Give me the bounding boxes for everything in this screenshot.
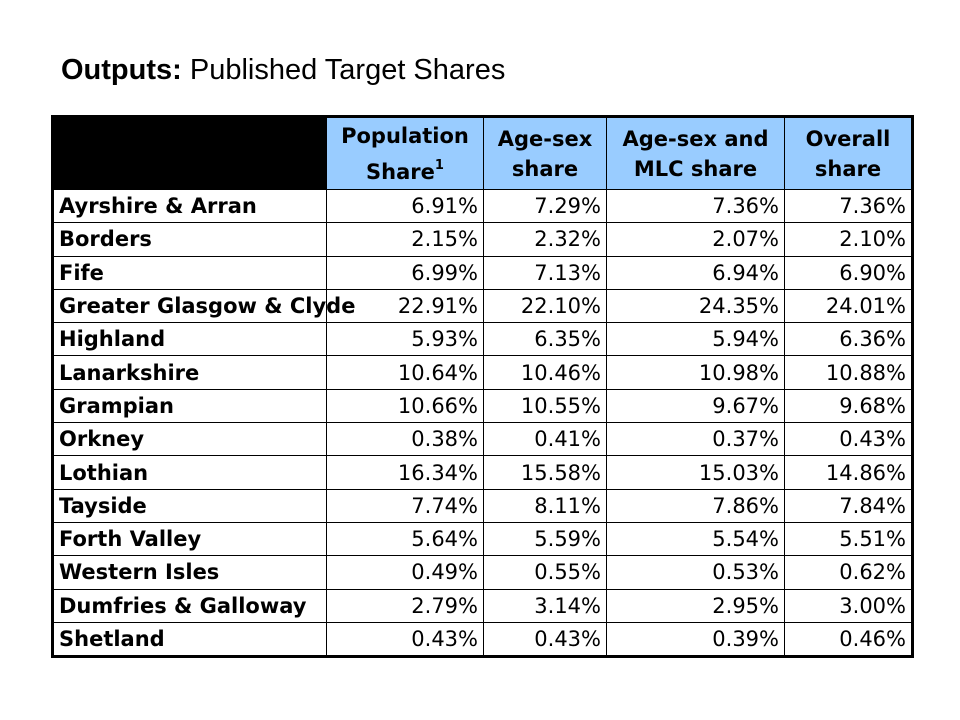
- table-row: [54, 556, 912, 589]
- table-row: [54, 522, 912, 555]
- header-population-line2: [332, 151, 478, 187]
- cell-board: Tayside: [54, 489, 327, 522]
- cell-population-share: 5.64%: [327, 522, 484, 555]
- cell-mlc-share: 6.94%: [607, 256, 785, 289]
- table-row: [54, 289, 912, 322]
- cell-mlc-share: 10.98%: [607, 356, 785, 389]
- table-row: [54, 456, 912, 489]
- table-row: [54, 356, 912, 389]
- cell-board: Lanarkshire: [54, 356, 327, 389]
- cell-overall-share: 6.90%: [785, 256, 912, 289]
- header-agesex-share: [484, 118, 607, 190]
- header-agesex-line2: share: [511, 156, 579, 181]
- header-population-share-text: Share: [366, 159, 435, 184]
- cell-agesex-share: 5.59%: [484, 522, 607, 555]
- cell-agesex-share: 15.58%: [484, 456, 607, 489]
- table-row: [54, 323, 912, 356]
- cell-agesex-share: 8.11%: [484, 489, 607, 522]
- cell-agesex-share: 10.46%: [484, 356, 607, 389]
- cell-agesex-share: 3.14%: [484, 589, 607, 622]
- header-population-share: [327, 118, 484, 190]
- cell-board: Fife: [54, 256, 327, 289]
- cell-board: Orkney: [54, 423, 327, 456]
- table-row: [54, 589, 912, 622]
- cell-mlc-share: 2.95%: [607, 589, 785, 622]
- footnote-marker: 1: [434, 157, 444, 173]
- page-title: [61, 54, 505, 87]
- cell-overall-share: 10.88%: [785, 356, 912, 389]
- cell-board: Highland: [54, 323, 327, 356]
- cell-overall-share: 7.84%: [785, 489, 912, 522]
- cell-board: Grampian: [54, 389, 327, 422]
- header-mlc-share: [607, 118, 785, 190]
- cell-agesex-share: 7.29%: [484, 190, 607, 223]
- header-agesex-line1: Age-sex: [497, 126, 593, 151]
- cell-agesex-share: 7.13%: [484, 256, 607, 289]
- cell-population-share: 0.38%: [327, 423, 484, 456]
- cell-agesex-share: 22.10%: [484, 289, 607, 322]
- cell-board: Western Isles: [54, 556, 327, 589]
- cell-overall-share: 3.00%: [785, 589, 912, 622]
- cell-mlc-share: 15.03%: [607, 456, 785, 489]
- title-bold: Outputs:: [61, 54, 182, 86]
- cell-agesex-share: 0.55%: [484, 556, 607, 589]
- cell-agesex-share: 2.32%: [484, 223, 607, 256]
- table-row: [54, 256, 912, 289]
- cell-mlc-share: 5.54%: [607, 522, 785, 555]
- cell-overall-share: 2.10%: [785, 223, 912, 256]
- cell-mlc-share: 0.53%: [607, 556, 785, 589]
- cell-mlc-share: 5.94%: [607, 323, 785, 356]
- cell-board: Shetland: [54, 622, 327, 655]
- cell-agesex-share: 6.35%: [484, 323, 607, 356]
- cell-mlc-share: 24.35%: [607, 289, 785, 322]
- header-overall-line1: Overall: [805, 126, 891, 151]
- cell-population-share: 0.43%: [327, 622, 484, 655]
- cell-population-share: 22.91%: [327, 289, 484, 322]
- cell-population-share: 2.15%: [327, 223, 484, 256]
- cell-population-share: 16.34%: [327, 456, 484, 489]
- cell-population-share: 2.79%: [327, 589, 484, 622]
- cell-population-share: 0.49%: [327, 556, 484, 589]
- table-row: [54, 389, 912, 422]
- cell-population-share: 10.64%: [327, 356, 484, 389]
- cell-population-share: 7.74%: [327, 489, 484, 522]
- cell-population-share: 6.91%: [327, 190, 484, 223]
- cell-overall-share: 14.86%: [785, 456, 912, 489]
- cell-mlc-share: 0.37%: [607, 423, 785, 456]
- cell-agesex-share: 10.55%: [484, 389, 607, 422]
- table-row: [54, 223, 912, 256]
- cell-board: Dumfries & Galloway: [54, 589, 327, 622]
- cell-mlc-share: 9.67%: [607, 389, 785, 422]
- cell-overall-share: 6.36%: [785, 323, 912, 356]
- cell-overall-share: 9.68%: [785, 389, 912, 422]
- cell-mlc-share: 0.39%: [607, 622, 785, 655]
- target-shares-table: [53, 117, 912, 656]
- header-population-line1: Population: [341, 123, 469, 148]
- cell-mlc-share: 7.86%: [607, 489, 785, 522]
- cell-board: Ayrshire & Arran: [54, 190, 327, 223]
- table-row: [54, 622, 912, 655]
- cell-board: Lothian: [54, 456, 327, 489]
- title-text: Published Target Shares: [189, 54, 506, 86]
- table-body: [54, 190, 912, 656]
- cell-population-share: 5.93%: [327, 323, 484, 356]
- cell-agesex-share: 0.41%: [484, 423, 607, 456]
- cell-overall-share: 0.46%: [785, 622, 912, 655]
- cell-board: Borders: [54, 223, 327, 256]
- cell-population-share: 10.66%: [327, 389, 484, 422]
- cell-mlc-share: 7.36%: [607, 190, 785, 223]
- header-mlc-line1: Age-sex and: [622, 126, 769, 151]
- cell-board: Forth Valley: [54, 522, 327, 555]
- cell-overall-share: 0.43%: [785, 423, 912, 456]
- header-mlc-line2: MLC share: [633, 156, 758, 181]
- cell-board: Greater Glasgow & Clyde: [54, 289, 327, 322]
- cell-overall-share: 24.01%: [785, 289, 912, 322]
- table-row: [54, 423, 912, 456]
- header-overall-line2: share: [814, 156, 882, 181]
- cell-overall-share: 0.62%: [785, 556, 912, 589]
- cell-overall-share: 5.51%: [785, 522, 912, 555]
- cell-mlc-share: 2.07%: [607, 223, 785, 256]
- header-overall-share: [785, 118, 912, 190]
- table-row: [54, 190, 912, 223]
- header-health-board: Health Board: [54, 118, 327, 190]
- table-row: [54, 489, 912, 522]
- cell-overall-share: 7.36%: [785, 190, 912, 223]
- header-row: [54, 118, 912, 190]
- cell-agesex-share: 0.43%: [484, 622, 607, 655]
- cell-population-share: 6.99%: [327, 256, 484, 289]
